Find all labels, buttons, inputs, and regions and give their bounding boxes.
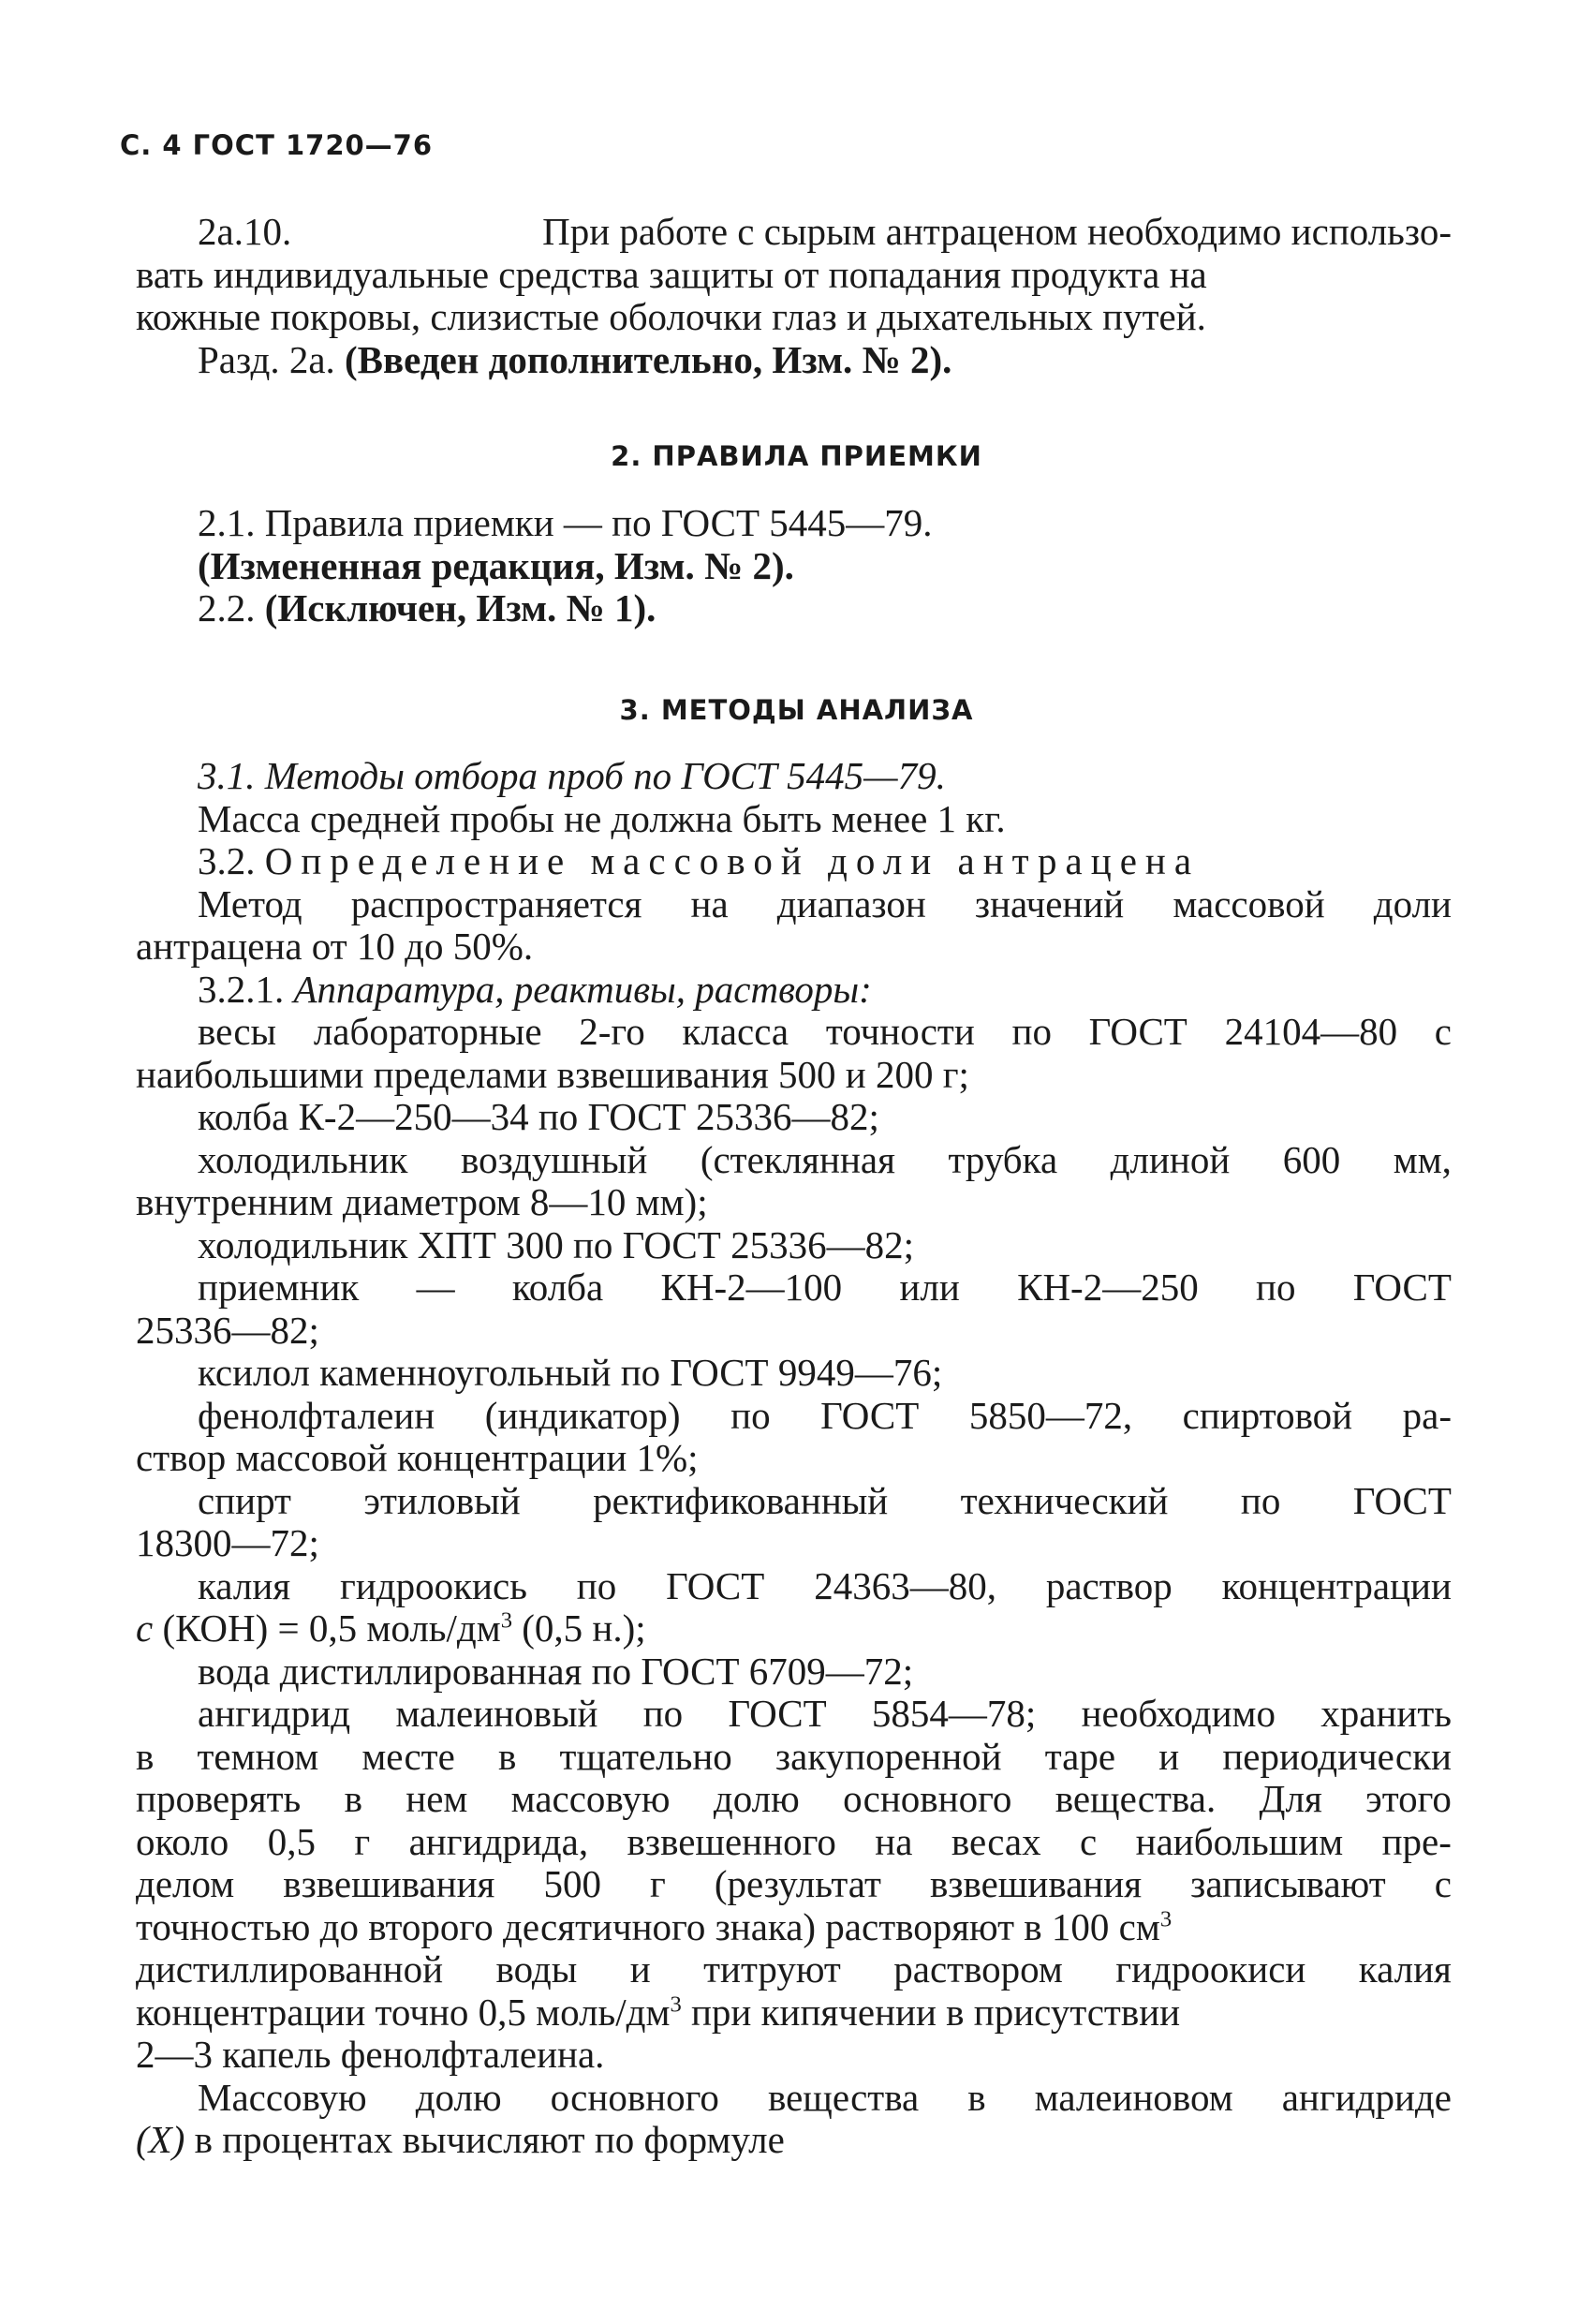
word: темном [197, 1734, 319, 1778]
list-item-line: 18300—72; [136, 1521, 319, 1564]
list-item-line: 25336—82; [136, 1308, 319, 1352]
paragraph-3-2-text: антрацена от 10 до 50%. [136, 925, 534, 968]
word: взвешивания [929, 1862, 1143, 1905]
word: спиртовой [1182, 1393, 1353, 1437]
word: и [1158, 1734, 1180, 1778]
word: титруют [703, 1947, 841, 1991]
word: весы [198, 1010, 277, 1053]
final-paragraph-line [136, 2077, 1452, 2120]
list-item-line [136, 1266, 1452, 1310]
word: Массовую [198, 2075, 367, 2119]
text-fragment: точностью до второго десятичного знака) растворяют в 100 см [136, 1904, 1160, 1948]
word: массовой [1173, 881, 1325, 925]
section-3 [136, 755, 1452, 2162]
text-fragment: (0,5 н.); [522, 1606, 646, 1650]
word: по [642, 1692, 684, 1735]
text-fragment: при кипячении в присутствии [690, 1990, 1181, 2034]
word: Метод [198, 881, 302, 925]
word: 2-го [579, 1010, 645, 1053]
word: около [136, 1819, 229, 1863]
word: (результат [714, 1862, 881, 1905]
word: или [899, 1266, 960, 1309]
italic-title: Аппаратура, реактивы, растворы: [293, 967, 872, 1011]
word: ГОСТ [666, 1563, 765, 1607]
list-item-line: вода дистиллированная по ГОСТ 6709—72; [198, 1649, 914, 1693]
word: необходимо [1081, 1692, 1276, 1735]
list-item-line [136, 1139, 1452, 1182]
list-item-line [136, 1736, 1452, 1779]
word: технический [960, 1478, 1169, 1522]
word: этого [1365, 1777, 1452, 1820]
word: трубка [948, 1137, 1058, 1181]
list-item-line [136, 1778, 1452, 1821]
word: приемник [198, 1266, 360, 1309]
list-item-line: колба К-2—250—34 по ГОСТ 25336—82; [198, 1095, 879, 1138]
word: по [576, 1563, 617, 1607]
word: и [629, 1947, 651, 1991]
word: калия [198, 1563, 291, 1607]
word: раствор [1045, 1563, 1173, 1607]
superscript: 3 [670, 1991, 682, 2017]
section-heading: 3. МЕТОДЫ АНАЛИЗА [619, 694, 974, 726]
final-paragraph-line [136, 2119, 1452, 2162]
paragraph-number: 2а.10. [198, 210, 292, 253]
word: точности [825, 1010, 975, 1053]
word: ангидриде [1281, 2075, 1452, 2119]
word: 600 [1282, 1137, 1341, 1181]
word: значений [974, 881, 1125, 925]
list-item-line [136, 1821, 1452, 1864]
word: г [354, 1819, 371, 1863]
section-2a [136, 211, 1452, 381]
word: ГОСТ [1088, 1010, 1187, 1053]
word: — [416, 1266, 455, 1309]
word: ГОСТ [820, 1393, 920, 1437]
word: ГОСТ [728, 1692, 827, 1735]
word: гидроокись [340, 1563, 527, 1607]
word: воды [495, 1947, 578, 1991]
list-item-line [136, 1565, 1452, 1608]
amendment-note [136, 339, 1452, 382]
paragraph-number: 3.2.1. [198, 967, 285, 1011]
word: 5850—72, [968, 1393, 1133, 1437]
word: фенолфталеин [198, 1393, 435, 1437]
word: дистиллированной [136, 1947, 444, 1991]
text-fragment: При работе с сырым антраценом необходимо использо- [542, 210, 1452, 253]
note-bold: (Введен дополнительно, Изм. № 2). [345, 337, 952, 381]
list-item-line [136, 1991, 1452, 2035]
word: диапазон [776, 881, 926, 925]
word: массовую [510, 1777, 671, 1820]
word: в [136, 1734, 155, 1778]
word: калия [1358, 1947, 1452, 1991]
word: тщательно [559, 1734, 732, 1778]
word: ректификованный [593, 1478, 889, 1522]
list-item-line [136, 1607, 1452, 1650]
word: класса [682, 1010, 789, 1053]
word: на [690, 881, 729, 925]
word: в [344, 1777, 362, 1820]
superscript: 3 [1159, 1905, 1173, 1932]
list-item-line: 2—3 капель фенолфталеина. [136, 2033, 605, 2076]
word: по [1256, 1266, 1296, 1309]
word: колба [511, 1266, 604, 1309]
list-item-line [136, 1693, 1452, 1736]
word: 5854—78; [871, 1692, 1037, 1735]
word: периодически [1222, 1734, 1452, 1778]
word: с [1434, 1862, 1452, 1905]
word: доли [1373, 881, 1452, 925]
word: г [650, 1862, 666, 1905]
running-header: С. 4 ГОСТ 1720—76 [120, 129, 434, 161]
word: закупоренной [774, 1734, 1002, 1778]
word: в [497, 1734, 517, 1778]
paragraph-3-1-mass: Масса средней пробы не должна быть менее 1 кг. [198, 796, 1006, 840]
list-item-line: наибольшими пределами взвешивания 500 и 200 г; [136, 1052, 969, 1096]
word: (индикатор) [484, 1393, 681, 1437]
word: по [730, 1393, 771, 1437]
list-item-line [136, 1395, 1452, 1438]
list-item-line: створ массовой концентрации 1%; [136, 1436, 699, 1479]
paragraph-3-2-text [136, 883, 1452, 926]
list-item-line: ксилол каменноугольный по ГОСТ 9949—76; [198, 1351, 943, 1394]
list-item-line: внутренним диаметром 8—10 мм); [136, 1180, 708, 1223]
word: с [1080, 1819, 1098, 1863]
word: с [1434, 1010, 1452, 1053]
word: таре [1044, 1734, 1116, 1778]
word: гидроокиси [1115, 1947, 1306, 1991]
text-fragment: в процентах вычисляют по формуле [194, 2118, 785, 2161]
word: долю [713, 1777, 800, 1820]
word: ангидрида, [408, 1819, 589, 1863]
section-heading: 2. ПРАВИЛА ПРИЕМКИ [611, 440, 982, 472]
word: ГОСТ [1352, 1266, 1452, 1309]
word: (стеклянная [700, 1137, 895, 1181]
word: 500 [543, 1862, 601, 1905]
word: ангидрид [198, 1692, 351, 1735]
word: спирт [198, 1478, 291, 1522]
word: взвешивания [283, 1862, 495, 1905]
word: в [967, 2075, 986, 2119]
word: вещества [767, 2075, 920, 2119]
paragraph-3-2-title [136, 840, 1452, 883]
word: весах [951, 1819, 1041, 1863]
note-bold: (Исключен, Изм. № 1). [264, 586, 656, 629]
word: долю [415, 2075, 502, 2119]
word: ра- [1402, 1393, 1452, 1437]
word: вещества. [1055, 1777, 1217, 1820]
section-2 [136, 502, 1452, 630]
word: ГОСТ [1352, 1478, 1452, 1522]
word: воздушный [460, 1137, 648, 1181]
text-fragment: концентрации точно 0,5 моль/дм [136, 1990, 671, 2034]
text-fragment: (КОН) = 0,5 моль/дм [162, 1606, 501, 1650]
list-item-line [136, 1906, 1452, 1949]
word: Для [1259, 1777, 1322, 1820]
word: мм, [1393, 1137, 1452, 1181]
paragraph-2a10-line [136, 211, 1452, 254]
word: пре- [1381, 1819, 1452, 1863]
paragraph-2a10-line: кожные покровы, слизистые оболочки глаз и дыхательных путей. [136, 295, 1206, 338]
paragraph-2-2 [136, 587, 1452, 630]
word: на [875, 1819, 913, 1863]
list-item-line [136, 1948, 1452, 1991]
word: 0,5 [267, 1819, 316, 1863]
list-item-line: холодильник ХПТ 300 по ГОСТ 25336—82; [198, 1222, 914, 1266]
list-item-line [136, 1480, 1452, 1523]
word: записывают [1190, 1862, 1386, 1905]
word: хранить [1320, 1692, 1452, 1735]
superscript: 3 [500, 1607, 512, 1634]
note-prefix: Разд. 2а. [198, 337, 335, 381]
word: 24363—80, [814, 1563, 996, 1607]
variable-x: (X) [136, 2118, 185, 2161]
word: КН-2—250 [1017, 1266, 1199, 1309]
word: длиной [1110, 1137, 1231, 1181]
word: малеиновом [1034, 2075, 1233, 2119]
word: раствором [893, 1947, 1063, 1991]
list-item-line [136, 1863, 1452, 1906]
word: этиловый [363, 1478, 521, 1522]
spaced-title: Определение массовой доли антрацена [264, 839, 1201, 882]
word: делом [136, 1862, 235, 1905]
paragraph-number: 2.2. [198, 586, 256, 629]
paragraph-2-1: 2.1. Правила приемки — по ГОСТ 5445—79. [198, 501, 933, 544]
variable-c: с [136, 1606, 154, 1650]
word: месте [361, 1734, 455, 1778]
word: по [1240, 1478, 1281, 1522]
word: взвешенного [627, 1819, 836, 1863]
list-item-line [136, 1011, 1452, 1054]
word: концентрации [1221, 1563, 1452, 1607]
word: КН-2—100 [660, 1266, 843, 1309]
amendment-note: (Измененная редакция, Изм. № 2). [198, 543, 794, 587]
word: по [1011, 1010, 1052, 1053]
paragraph-3-1: 3.1. Методы отбора проб по ГОСТ 5445—79. [198, 754, 946, 797]
word: малеиновый [395, 1692, 598, 1735]
paragraph-3-2-1-title [136, 969, 1452, 1012]
word: лабораторные [313, 1010, 542, 1053]
word: основного [550, 2075, 719, 2119]
word: основного [843, 1777, 1012, 1820]
word: нем [406, 1777, 468, 1820]
paragraph-number: 3.2. [198, 839, 256, 882]
paragraph-2a10-line: вать индивидуальные средства защиты от попадания продукта на [136, 252, 1207, 296]
word: наибольшим [1135, 1819, 1344, 1863]
word: распространяется [350, 881, 642, 925]
word: проверять [136, 1777, 302, 1820]
word: 24104—80 [1224, 1010, 1398, 1053]
word: холодильник [198, 1137, 408, 1181]
